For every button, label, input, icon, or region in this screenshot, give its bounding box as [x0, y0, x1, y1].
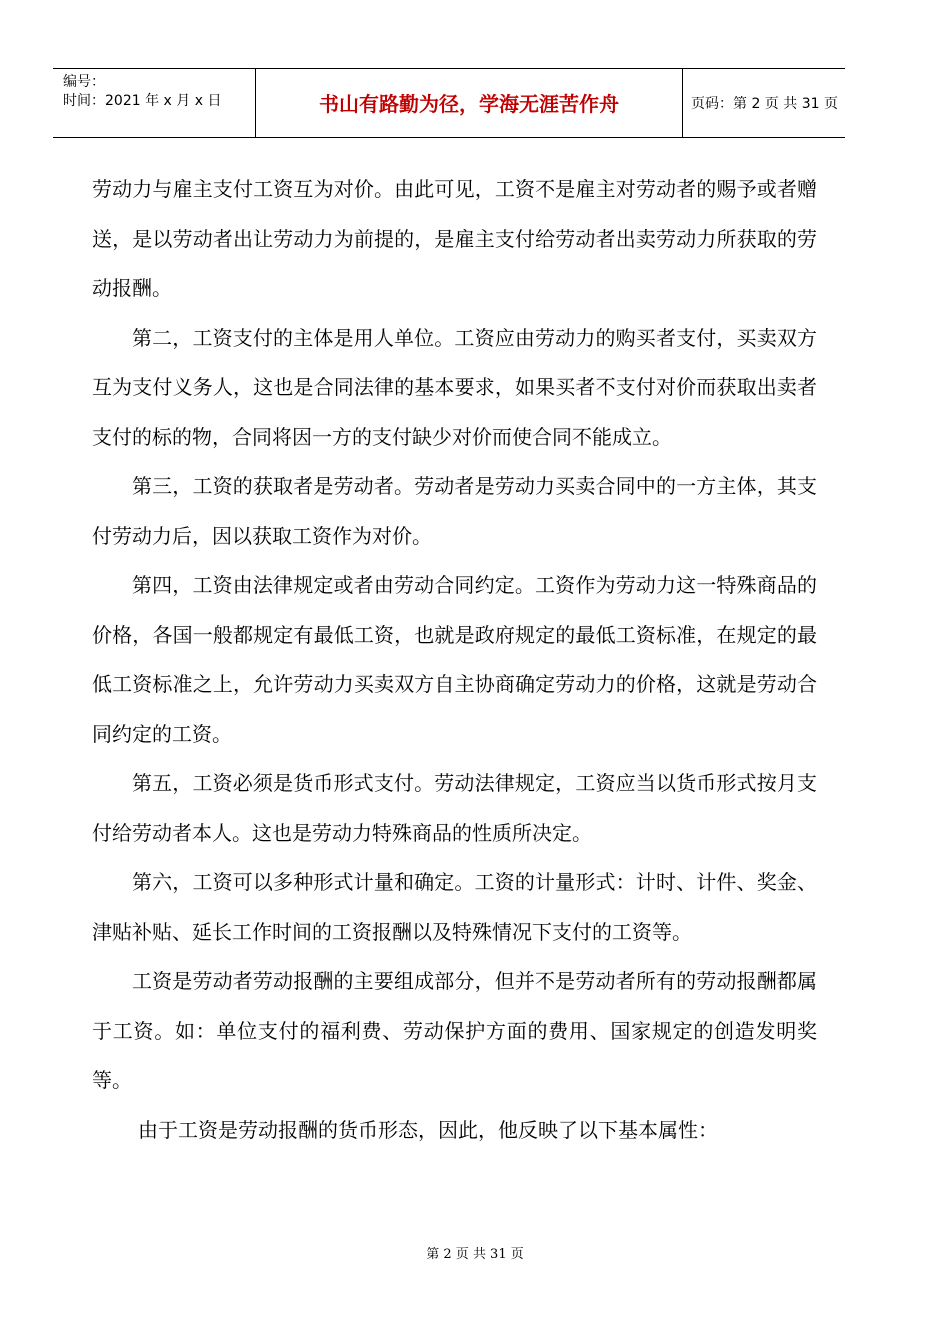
header-motto-cell [255, 69, 683, 137]
paragraph-wage-attributes: 由于工资是劳动报酬的货币形态，因此，他反映了以下基本属性： [138, 1117, 718, 1142]
document-number-label: 编号： [63, 74, 105, 90]
header-info-cell [53, 69, 255, 137]
header-page-cell [682, 69, 845, 137]
paragraph-wage-composition: 工资是劳动者劳动报酬的主要组成部分，但并不是劳动者所有的劳动报酬都属于工资。如：单位支付的福利费、劳动保护方面的费用、国家规定的创造发明奖等。 [92, 969, 817, 1092]
paragraph-second: 第二，工资支付的主体是用人单位。工资应由劳动力的购买者支付，买卖双方互为支付义务人，这也是合同法律的基本要求，如果买者不支付对价而获取出卖者支付的标的物，合同将因一方的支付缺少对价而使合同不能成立。 [92, 325, 817, 449]
paragraph-fifth: 第五，工资必须是货币形式支付。劳动法律规定，工资应当以货币形式按月支付给劳动者本人。这也是劳动力特殊商品的性质所决定。 [92, 771, 817, 845]
paragraph-third: 第三，工资的获取者是劳动者。劳动者是劳动力买卖合同中的一方主体，其支付劳动力后，因以获取工资作为对价。 [92, 474, 817, 548]
paragraph-fourth: 第四，工资由法律规定或者由劳动合同约定。工资作为劳动力这一特殊商品的价格，各国一般都规定有最低工资，也就是政府规定的最低工资标准，在规定的最低工资标准之上，允许劳动力买卖双方自主协商确定劳动力的价格，这就是劳动合同约定的工资。 [92, 573, 817, 746]
paragraph-continuation: 劳动力与雇主支付工资互为对价。由此可见，工资不是雇主对劳动者的赐予或者赠送，是以劳动者出让劳动力为前提的，是雇主支付给劳动者出卖劳动力所获取的劳动报酬。 [92, 177, 817, 300]
header-motto: 书山有路勤为径，学海无涯苦作舟 [319, 92, 619, 116]
document-body [92, 165, 817, 1155]
document-date: 时间：2021 年 x 月 x 日 [63, 93, 222, 109]
document-header [53, 68, 845, 138]
page-footer: 第 2 页 共 31 页 [426, 1247, 524, 1262]
header-page-code: 页码：第 2 页 共 31 页 [691, 96, 838, 112]
paragraph-sixth: 第六，工资可以多种形式计量和确定。工资的计量形式：计时、计件、奖金、津贴补贴、延长工作时间的工资报酬以及特殊情况下支付的工资等。 [92, 870, 817, 944]
